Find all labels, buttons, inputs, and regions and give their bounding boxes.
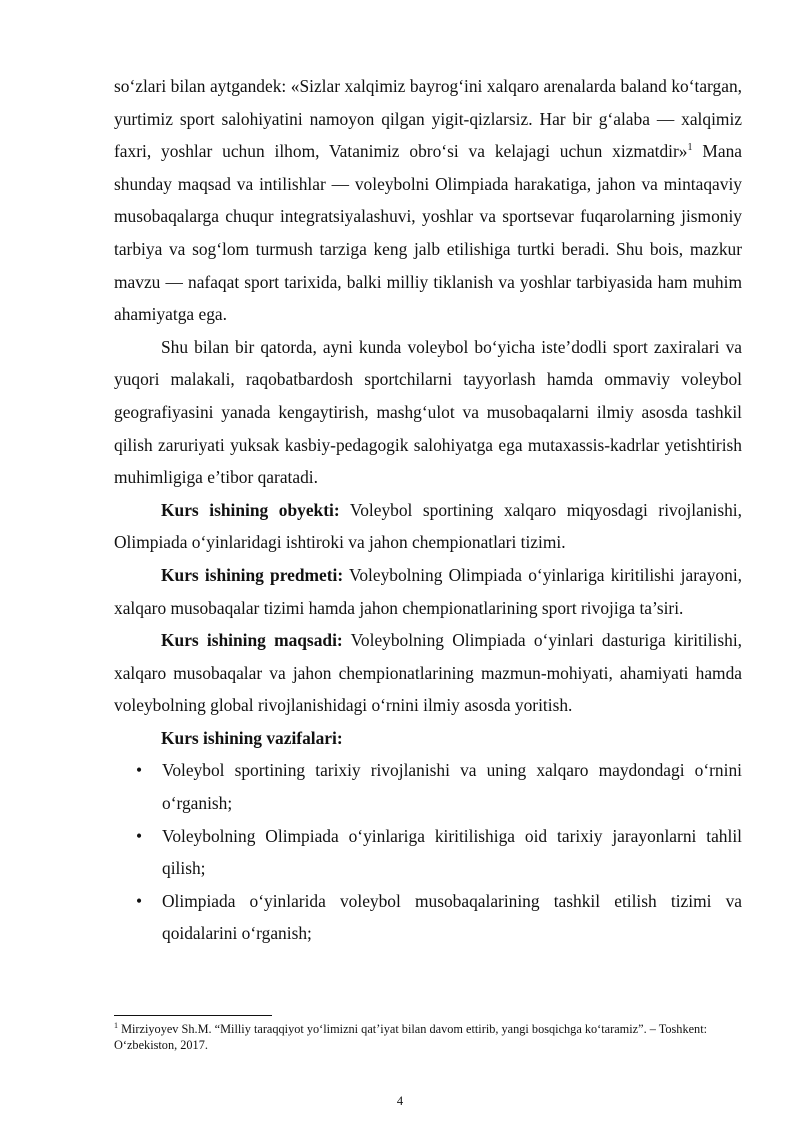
paragraph-context: Shu bilan bir qatorda, ayni kunda voleybol bo‘yicha iste’dodli sport zaxiralari va yuqori malakali, raqobatbardosh sportchilarni tayyorlash hamda ommaviy voleybol geografiyasini yanada kengaytirish, mashg‘ulot va musobaqalarni ilmiy asosda tashkil qilish zaruriyati yuksak kasbiy-pedagogik salohiyatga ega mutaxassis-kadrlar yetishtirish muhimligiga e’tibor qaratadi. [114, 336, 742, 488]
paragraph-quote [114, 70, 742, 331]
task-text: Olimpiada o‘yinlarida voleybol musobaqalarining tashkil etilish tizimi va qoidalarini o‘rganish; [162, 890, 742, 944]
object-text: Voleybol sportining xalqaro miqyosdagi rivojlanishi, Olimpiada o‘yinlaridagi ishtiroki va jahon chempionatlari tizimi. [114, 499, 742, 553]
page-number: 4 [396, 1094, 404, 1108]
footnote-reference[interactable]: 1 [687, 142, 693, 154]
task-text: Voleybolning Olimpiada o‘yinlariga kiritilishiga oid tarixiy jarayonlarni tahlil qilish; [162, 825, 742, 879]
bullet-icon: • [136, 760, 143, 781]
footnote-separator [114, 1015, 272, 1016]
subject-label: Kurs ishining predmeti: [161, 564, 344, 585]
tasks-heading: Kurs ishining vazifalari: [161, 727, 343, 748]
paragraph-subject [114, 559, 742, 624]
footnote [114, 1021, 740, 1053]
paragraph-object [114, 494, 742, 559]
bullet-icon: • [136, 825, 143, 846]
body-text [114, 70, 742, 950]
bullet-icon: • [136, 890, 143, 911]
goal-label: Kurs ishining maqsadi: [161, 630, 343, 651]
paragraph-quote-continuation: Mana shunday maqsad va intilishlar — voleybolni Olimpiada harakatiga, jahon va mintaqaviy musobaqalarga chuqur integratsiyalashuvi, yoshlar va sportsevar fuqarolarning jismoniy tarbiya va sog‘lom turmush tarziga keng jalb etilishiga turtki beradi. Shu bois, mazkur mavzu — nafaqat sport tarixida, balki milliy tiklanish va yoshlar tarbiyasida ham muhim ahamiyatga ega. [114, 141, 742, 325]
paragraph-quote-text: so‘zlari bilan aytgandek: «Sizlar xalqimiz bayrog‘ini xalqaro arenalarda baland ko‘targan, yurtimiz sport salohiyatini namoyon qilgan yigit-qizlarsiz. Har bir g‘alaba — xalqimiz faxri, yoshlar uchun ilhom, Vatanimiz obro‘si va kelajagi uchun xizmatdir» [114, 76, 742, 162]
list-item [114, 885, 742, 950]
object-label: Kurs ishining obyekti: [161, 499, 340, 520]
footnote-number: 1 [114, 1020, 118, 1030]
list-item [114, 754, 742, 819]
list-item [114, 820, 742, 885]
footnote-text: Mirziyoyev Sh.M. “Milliy taraqqiyot yo‘limizni qat’iyat bilan davom ettirib, yangi bosqichga ko‘taramiz”. – Toshkent: O‘zbekiston, 2017. [114, 1022, 708, 1052]
paragraph-goal [114, 624, 742, 722]
task-text: Voleybol sportining tarixiy rivojlanishi va uning xalqaro maydondagi o‘rnini o‘rganish; [162, 760, 742, 814]
subject-text: Voleybolning Olimpiada o‘yinlariga kiritilishi jarayoni, xalqaro musobaqalar tizimi hamda jahon chempionatlarining sport rivojiga ta’siri. [114, 564, 742, 618]
goal-text: Voleybolning Olimpiada o‘yinlari dasturiga kiritilishi, xalqaro musobaqalar va jahon chempionatlarining mazmun-mohiyati, ahamiyati hamda voleybolning global rivojlanishidagi o‘rnini ilmiy asosda yoritish. [114, 630, 742, 716]
tasks-list [114, 754, 742, 950]
